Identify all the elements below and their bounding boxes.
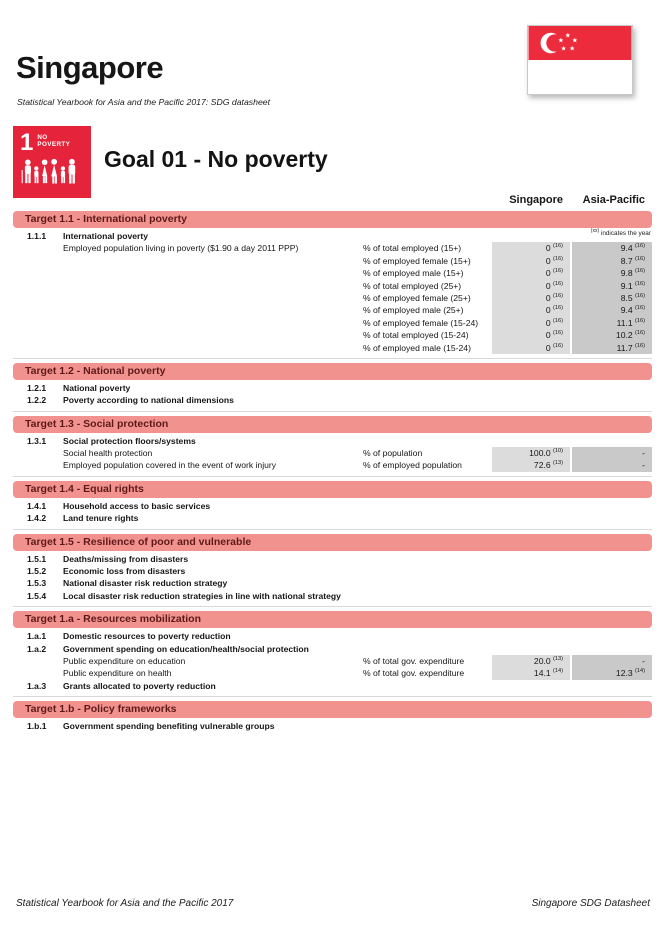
- indicator-name: National disaster risk reduction strategy: [63, 578, 228, 589]
- series-description: Employed population living in poverty ($1.90 a day 2011 PPP): [63, 243, 299, 254]
- indicator-row: [13, 553, 652, 565]
- asia-pacific-value-cell: 8.5 $^{(16)}$: [572, 292, 652, 304]
- indicator-name: Household access to basic services: [63, 500, 211, 511]
- singapore-value-cell: 72.6 $^{(13)}$: [492, 459, 570, 471]
- indicator-number: 1.b.1: [27, 721, 47, 732]
- indicator-number: 1.1.1: [27, 231, 47, 241]
- asia-pacific-value-cell: 9.1 $^{(16)}$: [572, 280, 652, 292]
- data-row: [13, 255, 652, 267]
- indicator-number: 1.5.4: [27, 590, 47, 601]
- singapore-value-cell: 0 $^{(16)}$: [492, 292, 570, 304]
- indicator-row: [13, 630, 652, 642]
- target-section: [13, 481, 652, 525]
- singapore-value-cell: 14.1 $^{(14)}$: [492, 667, 570, 679]
- target-header-label: Target 1.5 - Resilience of poor and vulnerable: [25, 535, 252, 548]
- unit-label: % of employed male (25+): [363, 305, 464, 316]
- indicator-name: Land tenure rights: [63, 513, 139, 524]
- indicator-rows: [13, 434, 652, 472]
- data-row: [13, 655, 652, 667]
- indicator-row: [13, 435, 652, 447]
- singapore-value-cell: 0 $^{(16)}$: [492, 267, 570, 279]
- singapore-value-cell: 0 $^{(16)}$: [492, 317, 570, 329]
- indicator-number: 1.5.2: [27, 566, 47, 577]
- footer-right: Singapore SDG Datasheet: [531, 898, 650, 909]
- asia-pacific-value-cell: 11.7 $^{(16)}$: [572, 342, 652, 354]
- target-header-bar: [13, 211, 652, 228]
- target-header-bar: [13, 534, 652, 551]
- page-subtitle: Statistical Yearbook for Asia and the Pacific 2017: SDG datasheet: [17, 97, 271, 107]
- data-row: [13, 459, 652, 471]
- indicator-number: 1.a.2: [27, 643, 47, 654]
- unit-label: % of employed population: [363, 460, 462, 471]
- target-section: [13, 611, 652, 692]
- series-description: Employed population covered in the event of work injury: [63, 460, 277, 471]
- singapore-value-cell: 100.0 $^{(10)}$: [492, 447, 570, 459]
- indicator-name: Domestic resources to poverty reduction: [63, 631, 231, 642]
- footer-left: Statistical Yearbook for Asia and the Pacific 2017: [16, 898, 234, 909]
- column-header-asia-pacific: Asia-Pacific: [582, 194, 645, 206]
- unit-label: % of total employed (15-24): [363, 330, 469, 341]
- target-section: [13, 534, 652, 603]
- indicator-rows: [13, 381, 652, 407]
- asia-pacific-value-cell: 10.2 $^{(16)}$: [572, 329, 652, 341]
- page-footer: [16, 898, 650, 909]
- unit-label: % of total employed (15+): [363, 243, 462, 254]
- indicator-number: 1.a.1: [27, 631, 47, 642]
- indicator-name: Economic loss from disasters: [63, 566, 186, 577]
- series-description: Public expenditure on education: [63, 655, 186, 666]
- unit-label: % of total gov. expenditure: [363, 668, 465, 679]
- indicator-row: [13, 227, 652, 242]
- data-row: [13, 667, 652, 679]
- singapore-value-cell: 0 $^{(16)}$: [492, 304, 570, 316]
- unit-label: % of population: [363, 448, 423, 459]
- indicator-rows: [13, 499, 652, 525]
- indicator-row: [13, 643, 652, 655]
- indicator-name: Deaths/missing from disasters: [63, 553, 189, 564]
- target-section: [13, 416, 652, 472]
- indicator-number: 1.2.2: [27, 395, 47, 406]
- target-section: [13, 211, 652, 354]
- flag-white-band: [529, 60, 632, 94]
- sdg-goal-1-label: [20, 131, 85, 155]
- series-description: [63, 280, 363, 292]
- indicator-row: [13, 680, 652, 692]
- target-section: [13, 363, 652, 407]
- series-description: Public expenditure on health: [63, 668, 172, 679]
- data-row: [13, 292, 652, 304]
- asia-pacific-value-cell: -: [572, 655, 652, 667]
- indicator-rows: [13, 552, 652, 603]
- unit-label: % of total employed (25+): [363, 280, 462, 291]
- indicator-name: International poverty: [63, 231, 148, 241]
- sdg-goal-word-2: POVERTY: [37, 141, 71, 149]
- indicator-number: 1.5.3: [27, 578, 47, 589]
- singapore-value-cell: 0 $^{(16)}$: [492, 255, 570, 267]
- target-header-label: Target 1.2 - National poverty: [25, 364, 166, 377]
- target-header-label: Target 1.1 - International poverty: [25, 213, 188, 225]
- unit-label: % of employed female (15-24): [363, 317, 479, 328]
- indicator-name: Local disaster risk reduction strategies in line with national strategy: [63, 590, 341, 601]
- indicator-row: [13, 500, 652, 512]
- data-row: [13, 447, 652, 459]
- indicator-name: Social protection floors/systems: [63, 435, 196, 446]
- series-description: [63, 267, 363, 279]
- singapore-value-cell: 20.0 $^{(13)}$: [492, 655, 570, 667]
- series-description: [63, 292, 363, 304]
- indicator-row: [13, 565, 652, 577]
- series-description: [63, 255, 363, 267]
- asia-pacific-value-cell: 9.4 $^{(16)}$: [572, 242, 652, 254]
- target-header-bar: [13, 363, 652, 380]
- singapore-value-cell: 0 $^{(16)}$: [492, 329, 570, 341]
- target-header-bar: [13, 416, 652, 433]
- column-headers: [13, 194, 652, 209]
- data-row: [13, 329, 652, 341]
- data-row: [13, 304, 652, 316]
- column-header-singapore: Singapore: [509, 194, 563, 206]
- series-description: [63, 317, 363, 329]
- target-header-bar: [13, 481, 652, 498]
- data-row: [13, 242, 652, 254]
- target-header-label: Target 1.b - Policy frameworks: [25, 703, 177, 716]
- indicator-name: Poverty according to national dimensions: [63, 395, 234, 406]
- unit-label: % of employed male (15+): [363, 268, 464, 279]
- indicator-name: National poverty: [63, 382, 131, 393]
- indicator-row: [13, 394, 652, 406]
- indicator-row: [13, 720, 652, 732]
- singapore-value-cell: 0 $^{(16)}$: [492, 242, 570, 254]
- indicator-name: Grants allocated to poverty reduction: [63, 680, 216, 691]
- data-row: [13, 342, 652, 354]
- indicator-number: 1.3.1: [27, 435, 47, 446]
- year-note: $^{(xx)}$ indicates the year: [590, 227, 651, 237]
- indicator-number: 1.a.3: [27, 680, 47, 691]
- indicator-number: 1.4.2: [27, 513, 47, 524]
- asia-pacific-value-cell: 9.4 $^{(16)}$: [572, 304, 652, 316]
- indicator-name: Government spending on education/health/social protection: [63, 643, 309, 654]
- asia-pacific-value-cell: 12.3 $^{(14)}$: [572, 667, 652, 679]
- unit-label: % of total gov. expenditure: [363, 655, 465, 666]
- target-header-label: Target 1.3 - Social protection: [25, 417, 169, 430]
- target-header-label: Target 1.a - Resources mobilization: [25, 613, 202, 626]
- series-description: [63, 342, 363, 354]
- indicator-number: 1.2.1: [27, 382, 47, 393]
- unit-label: % of employed female (25+): [363, 292, 471, 303]
- goal-heading: Goal 01 - No poverty: [104, 146, 328, 172]
- singapore-flag-icon: [527, 25, 633, 95]
- sdg-goal-number: 1: [20, 129, 34, 156]
- indicator-row: [13, 590, 652, 602]
- series-description: [63, 304, 363, 316]
- sdg-goal-1-icon: [13, 126, 91, 198]
- target-section: [13, 701, 652, 732]
- series-description: [63, 329, 363, 341]
- page-title: Singapore: [16, 50, 164, 85]
- singapore-value-cell: 0 $^{(16)}$: [492, 280, 570, 292]
- asia-pacific-value-cell: 8.7 $^{(16)}$: [572, 255, 652, 267]
- indicator-row: [13, 577, 652, 589]
- data-row: [13, 317, 652, 329]
- indicator-number: 1.4.1: [27, 500, 47, 511]
- asia-pacific-value-cell: -: [572, 459, 652, 471]
- unit-label: % of employed female (15+): [363, 255, 471, 266]
- indicator-row: [13, 382, 652, 394]
- target-header-label: Target 1.4 - Equal rights: [25, 482, 144, 495]
- indicator-rows: [13, 719, 652, 732]
- indicator-number: 1.5.1: [27, 553, 47, 564]
- indicator-rows: [13, 229, 652, 354]
- asia-pacific-value-cell: -: [572, 447, 652, 459]
- singapore-value-cell: 0 $^{(16)}$: [492, 342, 570, 354]
- indicator-name: Government spending benefiting vulnerable groups: [63, 721, 275, 732]
- unit-label: % of employed male (15-24): [363, 342, 471, 353]
- data-row: [13, 267, 652, 279]
- sdg-goal-word-1: NO: [37, 134, 48, 141]
- indicator-row: [13, 512, 652, 524]
- targets-table: [13, 211, 652, 733]
- data-row: [13, 280, 652, 292]
- asia-pacific-value-cell: 9.8 $^{(16)}$: [572, 267, 652, 279]
- asia-pacific-value-cell: 11.1 $^{(16)}$: [572, 317, 652, 329]
- indicator-rows: [13, 629, 652, 692]
- series-description: Social health protection: [63, 448, 153, 459]
- family-pictogram-icon: [20, 158, 84, 187]
- target-header-bar: [13, 611, 652, 628]
- target-header-bar: [13, 701, 652, 718]
